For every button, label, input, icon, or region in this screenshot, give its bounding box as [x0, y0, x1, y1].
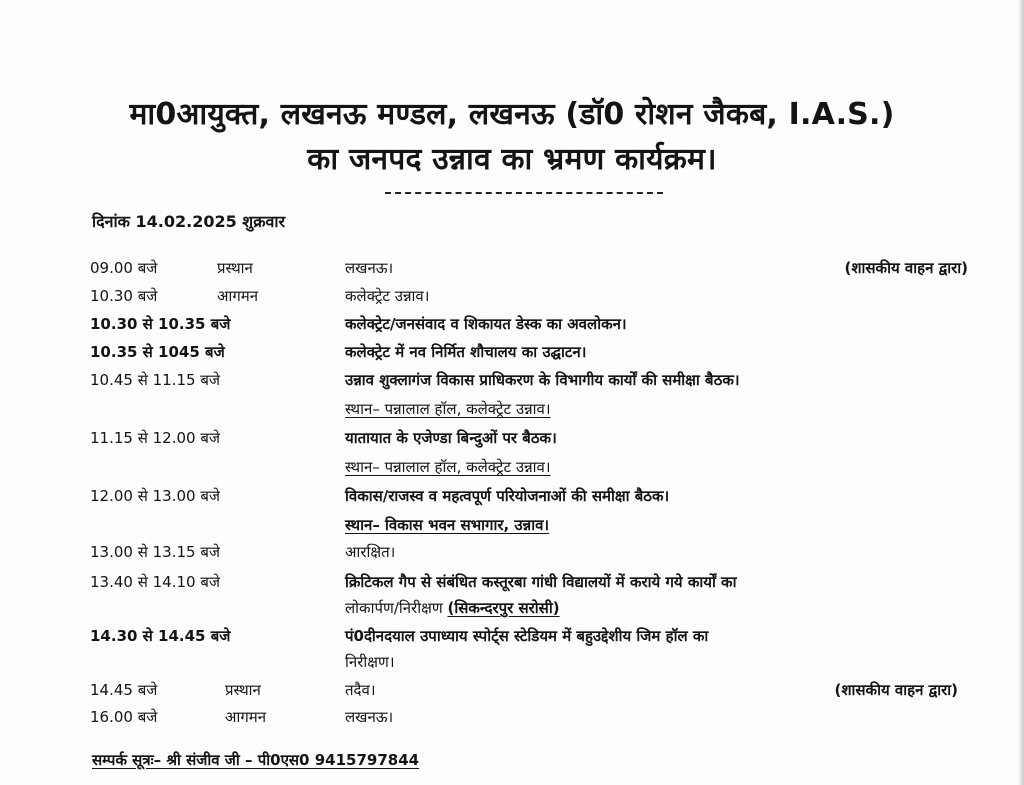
schedule-row: [0, 342, 1024, 366]
schedule-time: 10.35 से 1045 बजे: [90, 343, 225, 361]
schedule-venue: स्थान– पन्नालाल हॉल, कलेक्ट्रेट उन्नाव।: [345, 400, 551, 418]
schedule-description-continued: [345, 598, 560, 618]
schedule-time: 11.15 से 12.00 बजे: [90, 429, 221, 447]
schedule-description: कलेक्ट्रेट में नव निर्मित शौचालय का उद्घाटन।: [345, 343, 587, 361]
schedule-description: लखनऊ।: [345, 708, 394, 726]
schedule-time: 16.00 बजे: [90, 708, 158, 726]
schedule-label: आगमन: [225, 708, 267, 726]
schedule-row: [0, 542, 1024, 566]
schedule-label: आगमन: [217, 287, 259, 305]
transport-note: (शासकीय वाहन द्वारा): [844, 259, 968, 277]
scan-edge-shadow: [1018, 0, 1024, 785]
schedule-time: 10.45 से 11.15 बजे: [90, 371, 221, 389]
date-line: दिनांक 14.02.2025 शुक्रवार: [92, 212, 286, 231]
schedule-label: प्रस्थान: [217, 259, 253, 277]
schedule-row: [0, 428, 1024, 452]
schedule-row: [0, 572, 1024, 596]
schedule-time: 12.00 से 13.00 बजे: [90, 487, 221, 505]
schedule-description-continued: निरीक्षण।: [345, 653, 395, 671]
schedule-description: लखनऊ।: [345, 259, 394, 277]
schedule-row: [0, 486, 1024, 510]
schedule-description: कलेक्ट्रेट/जनसंवाद व शिकायत डेस्क का अवलोकन।: [345, 315, 627, 333]
schedule-description: पं0दीनदयाल उपाध्याय स्पोर्ट्स स्टेडियम में बहुउद्देशीय जिम हॉल का: [345, 627, 709, 645]
schedule-time: 10.30 से 10.35 बजे: [90, 315, 231, 333]
document-title-line-2: का जनपद उन्नाव का भ्रमण कार्यक्रम।: [307, 142, 717, 177]
schedule-activity: लोकार्पण/निरीक्षण: [345, 599, 443, 617]
schedule-description: कलेक्ट्रेट उन्नाव।: [345, 287, 430, 305]
schedule-time: 13.40 से 14.10 बजे: [90, 573, 221, 591]
schedule-description: उन्नाव शुक्लागंज विकास प्राधिकरण के विभागीय कार्यों की समीक्षा बैठक।: [345, 371, 740, 389]
schedule-row: [0, 680, 1024, 704]
schedule-label: प्रस्थान: [225, 681, 261, 699]
schedule-time: 14.30 से 14.45 बजे: [90, 627, 231, 645]
schedule-row: [0, 286, 1024, 310]
schedule-description: यातायात के एजेण्डा बिन्दुओं पर बैठक।: [345, 429, 557, 447]
schedule-time: 09.00 बजे: [90, 259, 158, 277]
schedule-time: 10.30 बजे: [90, 287, 158, 305]
document-title-line-1: मा0आयुक्त, लखनऊ मण्डल, लखनऊ (डॉ0 रोशन जैकब, I.A.S.): [129, 97, 895, 132]
schedule-row: [0, 314, 1024, 338]
schedule-venue: स्थान– विकास भवन सभागार, उन्नाव।: [345, 516, 550, 534]
schedule-row: [0, 707, 1024, 731]
schedule-description: विकास/राजस्व व महत्वपूर्ण परियोजनाओं की समीक्षा बैठक।: [345, 487, 670, 505]
schedule-description: तदैव।: [345, 681, 376, 699]
schedule-time: 14.45 बजे: [90, 681, 158, 699]
schedule-place: (सिकन्दरपुर सरोसी): [447, 599, 560, 617]
contact-line: सम्पर्क सूत्रः– श्री संजीव जी – पी0एस0 9415797844: [92, 751, 420, 769]
schedule-row: [0, 626, 1024, 650]
transport-note: (शासकीय वाहन द्वारा): [834, 681, 958, 699]
schedule-description: क्रिटिकल गैप से संबंधित कस्तूरबा गांधी विद्यालयों में कराये गये कार्यों का: [345, 573, 737, 591]
title-separator: [385, 192, 663, 194]
schedule-row: [0, 258, 1024, 282]
schedule-venue: स्थान– पन्नालाल हॉल, कलेक्ट्रेट उन्नाव।: [345, 458, 551, 476]
schedule-time: 13.00 से 13.15 बजे: [90, 543, 221, 561]
schedule-description: आरक्षित।: [345, 543, 396, 561]
schedule-row: [0, 370, 1024, 394]
